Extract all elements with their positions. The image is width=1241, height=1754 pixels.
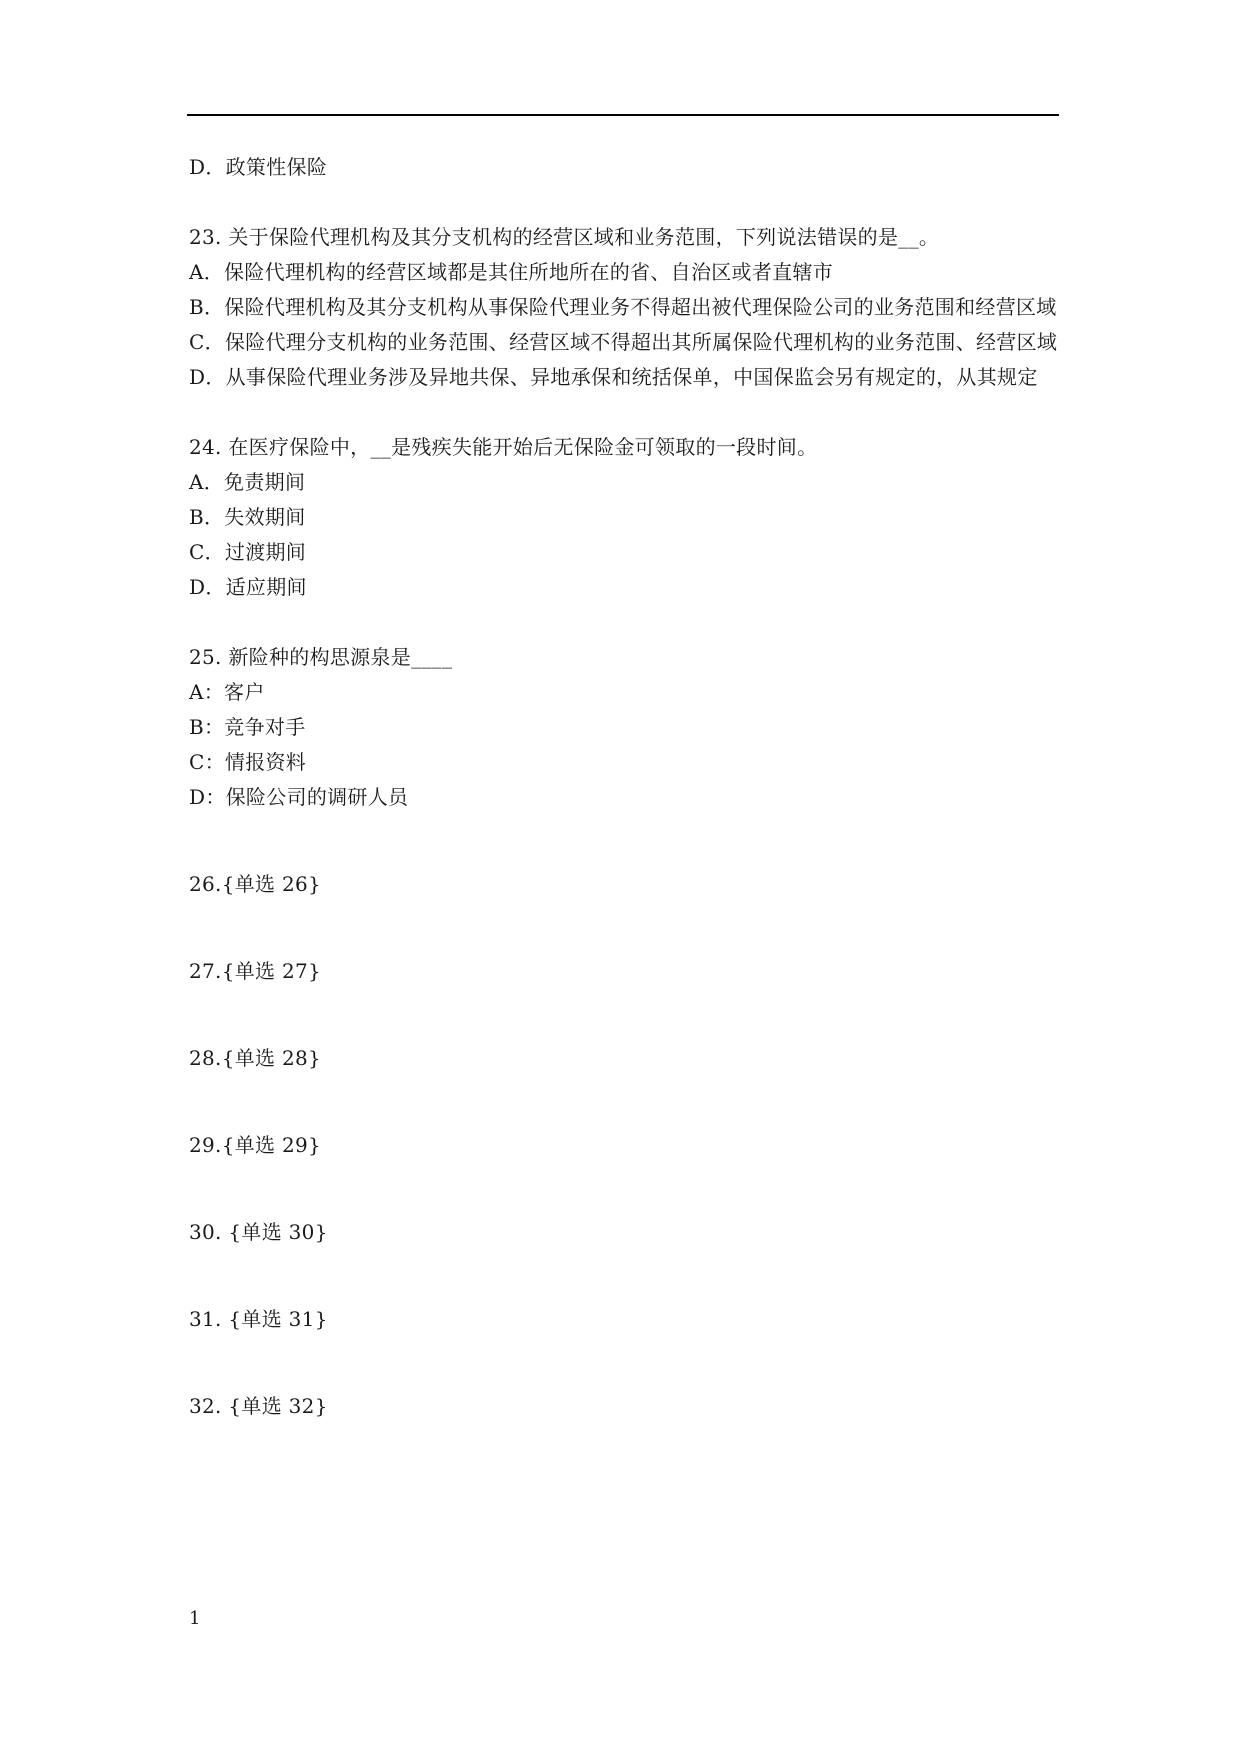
question-25-option-d: D：保险公司的调研人员	[189, 785, 409, 809]
question-23	[189, 220, 1059, 395]
question-27-placeholder: 27.{单选 27}	[189, 959, 322, 983]
question-28-placeholder: 28.{单选 28}	[189, 1046, 322, 1070]
question-25-option-a: A：客户	[189, 680, 265, 704]
question-23-stem: 23. 关于保险代理机构及其分支机构的经营区域和业务范围，下列说法错误的是__。	[189, 225, 940, 249]
question-23-option-c: C．保险代理分支机构的业务范围、经营区域不得超出其所属保险代理机构的业务范围、经营区域	[189, 330, 1058, 354]
question-24-option-d: D．适应期间	[189, 575, 307, 599]
question-24-stem: 24. 在医疗保险中，__是残疾失能开始后无保险金可领取的一段时间。	[189, 435, 818, 459]
question-25-option-c: C：情报资料	[189, 750, 307, 774]
question-23-option-b: B．保险代理机构及其分支机构从事保险代理业务不得超出被代理保险公司的业务范围和经营区域	[189, 295, 1057, 319]
question-25-stem: 25. 新险种的构思源泉是____	[189, 645, 453, 669]
question-23-option-a: A．保险代理机构的经营区域都是其住所地所在的省、自治区或者直辖市	[189, 260, 834, 284]
document-body	[189, 150, 1059, 1424]
question-24-option-a: A．免责期间	[189, 470, 306, 494]
question-23-option-d: D．从事保险代理业务涉及异地共保、异地承保和统括保单，中国保监会另有规定的，从其规定	[189, 365, 1038, 389]
question-24-option-c: C．过渡期间	[189, 540, 307, 564]
header-rule	[187, 114, 1059, 116]
question-29-placeholder: 29.{单选 29}	[189, 1133, 322, 1157]
question-24-option-b: B．失效期间	[189, 505, 306, 529]
question-25	[189, 640, 1059, 815]
question-30-placeholder: 30. {单选 30}	[189, 1220, 328, 1244]
question-32-placeholder: 32. {单选 32}	[189, 1394, 328, 1418]
question-26-placeholder: 26.{单选 26}	[189, 872, 322, 896]
page-number: 1	[189, 1608, 201, 1629]
prev-question-option-d: D．政策性保险	[189, 155, 328, 179]
question-24	[189, 430, 1059, 605]
question-25-option-b: B：竞争对手	[189, 715, 306, 739]
question-31-placeholder: 31. {单选 31}	[189, 1307, 328, 1331]
